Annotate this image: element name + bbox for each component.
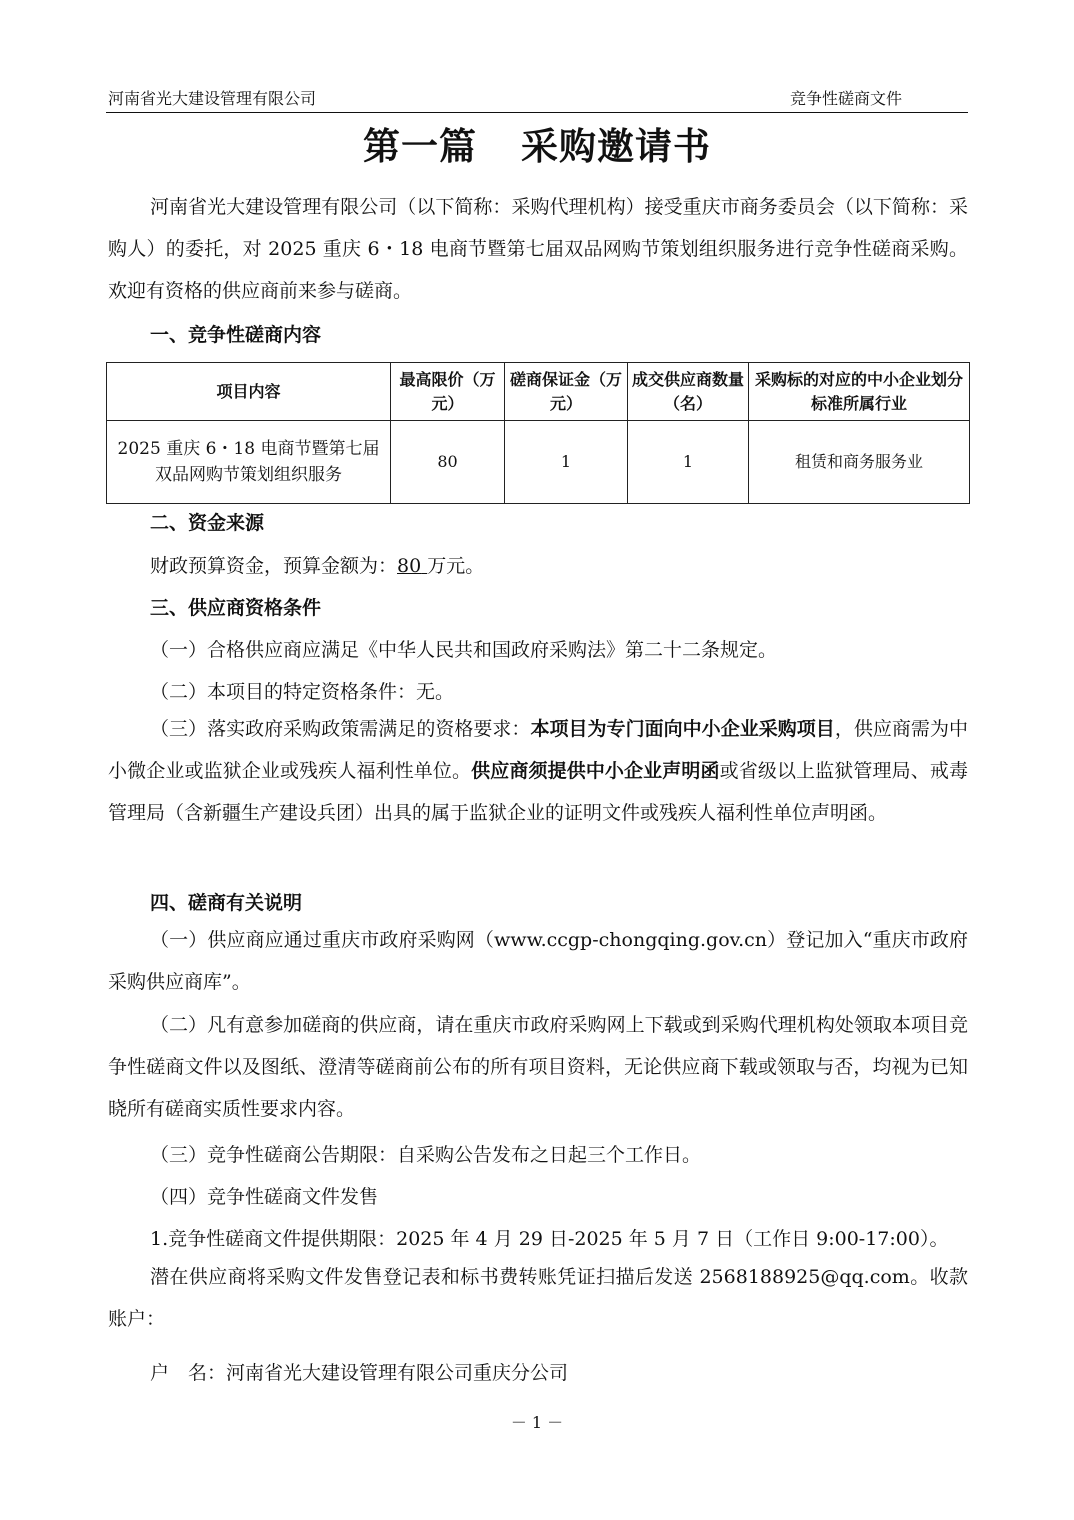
col-header-deposit: 磋商保证金（万元） <box>505 363 628 421</box>
header-divider <box>106 112 968 113</box>
note-1: （一）供应商应通过重庆市政府采购网（www.ccgp-chongqing.gov.cn）登记加入“重庆市政府采购供应商库”。 <box>108 929 968 993</box>
funding-suffix: 万元。 <box>427 555 485 577</box>
qualification-1: （一）合格供应商应满足《中华人民共和国政府采购法》第二十二条规定。 <box>150 639 778 661</box>
intro-paragraph: 河南省光大建设管理有限公司（以下简称：采购代理机构）接受重庆市商务委员会（以下简称：采购人）的委托，对 2025 重庆 6・18 电商节暨第七届双品网购节策划组织服务进行竞争性磋商采购。欢迎有资格的供应商前来参与磋商。 <box>108 196 968 302</box>
page-number: － 1 － <box>510 1413 564 1432</box>
note-2: （二）凡有意参加磋商的供应商，请在重庆市政府采购网上下载或到采购代理机构处领取本项目竞争性磋商文件以及图纸、澄清等磋商前公布的所有项目资料，无论供应商下载或领取与否，均视为已知晓所有磋商实质性要求内容。 <box>108 1014 968 1120</box>
funding-amount: 80 <box>397 555 422 577</box>
qualification-3: （三）落实政府采购政策需满足的资格要求：本项目为专门面向中小企业采购项目，供应商需为中小微企业或监狱企业或残疾人福利性单位。供应商须提供中小企业声明函或省级以上监狱管理局、戒毒管理局（含新疆生产建设兵团）出具的属于监狱企业的证明文件或残疾人福利性单位声明函。 <box>108 718 968 824</box>
account-name: 河南省光大建设管理有限公司重庆分公司 <box>226 1362 569 1384</box>
col-header-project: 项目内容 <box>107 363 391 421</box>
title-part-2: 采购邀请书 <box>521 125 711 168</box>
title-part-1: 第一篇 <box>363 125 477 168</box>
sme-only-notice: 本项目为专门面向中小企业采购项目 <box>530 718 835 740</box>
qualification-2: （二）本项目的特定资格条件：无。 <box>150 681 455 703</box>
cell-industry: 租赁和商务服务业 <box>749 421 970 504</box>
funding-prefix: 财政预算资金，预算金额为： <box>150 555 398 577</box>
funding-line <box>150 551 484 578</box>
section-1-heading: 一、竞争性磋商内容 <box>150 324 322 346</box>
note-3: （三）竞争性磋商公告期限：自采购公告发布之日起三个工作日。 <box>150 1144 702 1166</box>
cell-deposit: 1 <box>505 421 628 504</box>
col-header-industry: 采购标的对应的中小企业划分标准所属行业 <box>749 363 970 421</box>
section-3-heading: 三、供应商资格条件 <box>150 597 322 619</box>
table-row <box>107 421 970 504</box>
header-doc-type: 竞争性磋商文件 <box>790 89 903 108</box>
sme-declaration-notice: 供应商须提供中小企业声明函 <box>471 760 720 782</box>
page-title <box>0 116 1074 170</box>
note-4: （四）竞争性磋商文件发售 <box>150 1186 379 1208</box>
col-header-max-price: 最高限价（万元） <box>391 363 505 421</box>
table-header-row <box>107 363 970 421</box>
procurement-table <box>106 362 970 504</box>
cell-supplier-count: 1 <box>628 421 749 504</box>
account-label: 户 名： <box>150 1362 227 1384</box>
account-name-line <box>150 1358 568 1385</box>
cell-max-price: 80 <box>391 421 505 504</box>
section-4-heading: 四、磋商有关说明 <box>150 892 303 914</box>
col-header-supplier-count: 成交供应商数量（名） <box>628 363 749 421</box>
note-4-period: 1.竞争性磋商文件提供期限：2025 年 4 月 29 日-2025 年 5 月 7 日（工作日 9:00-17:00）。 <box>150 1228 949 1250</box>
header-company: 河南省光大建设管理有限公司 <box>108 89 317 108</box>
section-2-heading: 二、资金来源 <box>150 512 265 534</box>
cell-project: 2025 重庆 6・18 电商节暨第七届双品网购节策划组织服务 <box>107 421 391 504</box>
note-4-submission: 潜在供应商将采购文件发售登记表和标书费转账凭证扫描后发送 2568188925@qq.com。收款账户： <box>108 1266 968 1330</box>
